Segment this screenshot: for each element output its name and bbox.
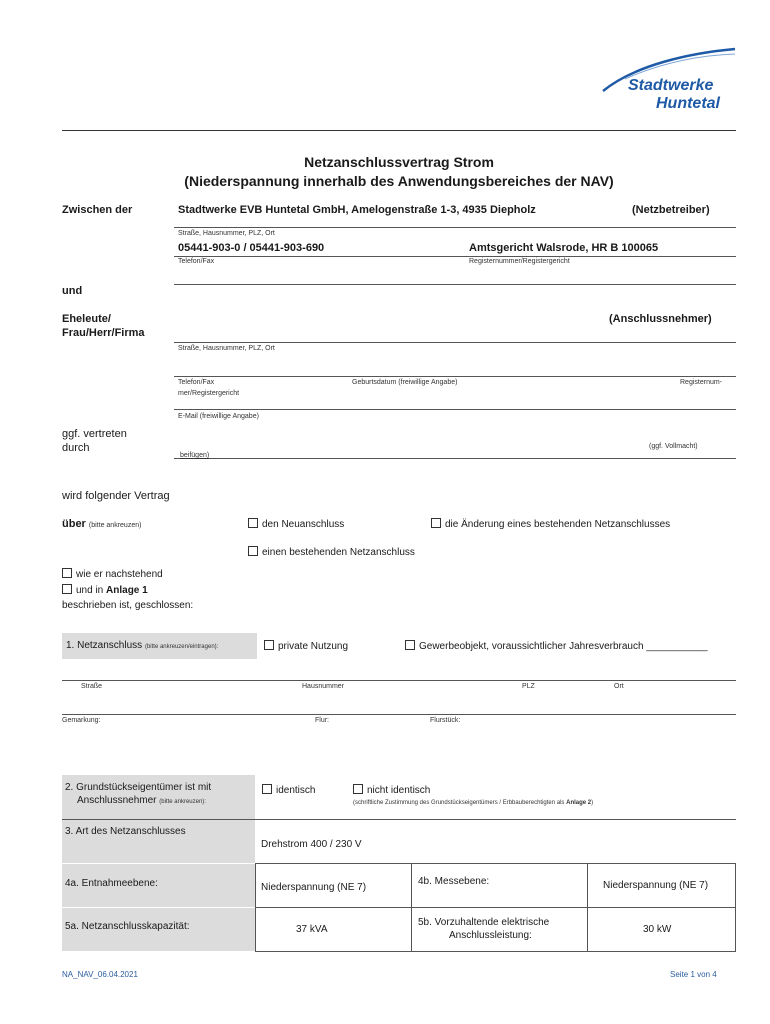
page-subtitle: (Niederspannung innerhalb des Anwendungsbereiches der NAV) <box>184 173 614 189</box>
option-described-below[interactable]: wie er nachstehend <box>62 568 163 580</box>
consent-note: (schriftliche Zustimmung des Grundstückseigentümers / Erbbauberechtigten als Anlage 2) <box>353 800 594 806</box>
ueber-row <box>62 518 141 530</box>
customer-label-2: Frau/Herr/Firma <box>62 327 145 339</box>
header-divider <box>62 130 736 131</box>
proxy-caption: (ggf. Vollmacht) <box>649 443 698 450</box>
customer-label-1: Eheleute/ <box>62 313 111 325</box>
option-attachment-1[interactable]: und in Anlage 1 <box>62 584 148 596</box>
contract-closed: beschrieben ist, geschlossen: <box>62 600 194 611</box>
checkbox-commercial[interactable] <box>405 640 415 650</box>
checkbox-below[interactable] <box>62 568 72 578</box>
and-label: und <box>62 285 83 297</box>
district-caption: Gemarkung: <box>62 717 101 724</box>
section5a-label: 5a. Netzanschlusskapazität: <box>65 921 190 932</box>
checkbox-identical[interactable] <box>262 784 272 794</box>
section5a-value: 37 kVA <box>296 924 328 935</box>
section3-value: Drehstrom 400 / 230 V <box>261 839 362 850</box>
option-existing-connection[interactable]: einen bestehenden Netzanschluss <box>248 546 415 558</box>
company-logo <box>595 45 740 120</box>
footer-page: Seite 1 von 4 <box>670 970 717 979</box>
checkbox-not-identical[interactable] <box>353 784 363 794</box>
page-title: Netzanschlussvertrag Strom <box>304 154 494 170</box>
section1-label: 1. Netzanschluss (bitte ankreuzen/eintragen): <box>66 640 219 651</box>
section4a-value: Niederspannung (NE 7) <box>261 882 367 893</box>
option-identical[interactable]: identisch <box>262 784 315 796</box>
zip-caption: PLZ <box>522 683 535 690</box>
house-caption: Hausnummer <box>302 683 345 690</box>
operator-phone: 05441-903-0 / 05441-903-690 <box>178 242 325 254</box>
option-new-connection[interactable]: den Neuanschluss <box>248 518 344 530</box>
operator-register-caption: Registernummer/Registergericht <box>469 258 570 265</box>
operator-role: (Netzbetreiber) <box>632 204 710 216</box>
checkbox-private[interactable] <box>264 640 274 650</box>
option-change-connection[interactable]: die Änderung eines bestehenden Netzanschlusses <box>431 518 670 530</box>
section5b-label-2: Anschlussleistung: <box>449 930 532 941</box>
section4b-label: 4b. Messebene: <box>418 876 490 887</box>
operator-address-caption: Straße, Hausnummer, PLZ, Ort <box>178 230 275 237</box>
section2-label-1: 2. Grundstückseigentümer ist mit <box>65 782 212 793</box>
customer-birth-caption: Geburtsdatum (freiwillige Angabe) <box>352 379 458 386</box>
logo-line-2: Huntetal <box>656 95 720 112</box>
operator-court: Amtsgericht Walsrode, HR B 100065 <box>469 242 659 254</box>
street-caption: Straße <box>81 683 103 690</box>
ueber-hint: (bitte ankreuzen) <box>88 522 142 529</box>
city-caption: Ort <box>614 683 624 690</box>
section5b-value: 30 kW <box>643 924 672 935</box>
section3-label: 3. Art des Netzanschlusses <box>65 826 186 837</box>
option-commercial[interactable]: Gewerbeobjekt, voraussichtlicher Jahresverbrauch ___________ <box>405 640 708 652</box>
checkbox-change[interactable] <box>431 518 441 528</box>
parcel-caption: Flurstück: <box>430 717 461 724</box>
contract-intro: wird folgender Vertrag <box>62 490 170 502</box>
footer-code: NA_NAV_06.04.2021 <box>62 970 138 979</box>
attach-caption: beifügen) <box>180 452 210 459</box>
customer-register-caption: Registernum- <box>680 379 723 386</box>
customer-role: (Anschlussnehmer) <box>609 313 712 325</box>
option-private-use[interactable]: private Nutzung <box>264 640 348 652</box>
between-label: Zwischen der <box>62 204 133 216</box>
flur-caption: Flur: <box>315 717 329 724</box>
checkbox-attachment-1[interactable] <box>62 584 72 594</box>
customer-email-caption: E-Mail (freiwillige Angabe) <box>178 413 259 420</box>
section4a-label: 4a. Entnahmeebene: <box>65 878 158 889</box>
checkbox-existing[interactable] <box>248 546 258 556</box>
ueber-label: über <box>62 518 86 530</box>
operator-phone-caption: Telefon/Fax <box>178 258 215 265</box>
logo-line-1: Stadtwerke <box>628 77 714 94</box>
section4b-value: Niederspannung (NE 7) <box>603 880 709 891</box>
customer-phone-caption: Telefon/Fax <box>178 379 215 386</box>
option-not-identical[interactable]: nicht identisch <box>353 784 430 796</box>
represented-label-2: durch <box>62 442 90 454</box>
customer-register-caption-2: mer/Registergericht <box>178 390 240 397</box>
customer-address-caption: Straße, Hausnummer, PLZ, Ort <box>178 345 275 352</box>
represented-label-1: ggf. vertreten <box>62 428 127 440</box>
section2-label-2: Anschlussnehmer (bitte ankreuzen): <box>77 795 206 806</box>
checkbox-new[interactable] <box>248 518 258 528</box>
section5a-value-cell <box>255 907 412 952</box>
operator-company: Stadtwerke EVB Huntetal GmbH, Amelogenstraße 1-3, 4935 Diepholz <box>178 204 536 216</box>
section5b-label-1: 5b. Vorzuhaltende elektrische <box>418 917 550 928</box>
